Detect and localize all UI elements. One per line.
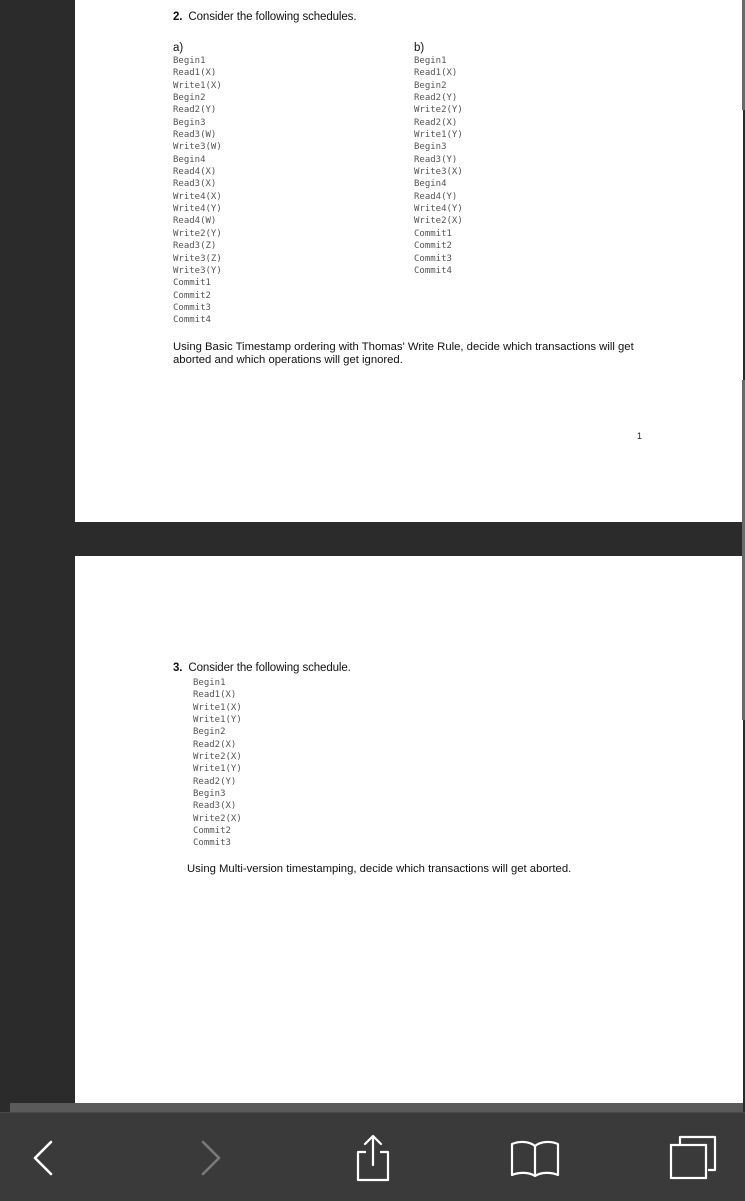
- horizontal-scroll-bar[interactable]: [10, 1103, 743, 1112]
- schedule-b-op: Begin3: [414, 142, 447, 153]
- tabs-icon: [668, 1135, 718, 1181]
- schedule-b-op: Write3(X): [414, 167, 463, 178]
- question-3-op: Begin2: [193, 727, 226, 738]
- question-3-prompt: Consider the following schedule.: [188, 662, 351, 674]
- schedule-a-op: Begin3: [173, 117, 206, 128]
- question-3-instruction: Using Multi-version timestamping, decide which transactions will get aborted.: [187, 863, 572, 875]
- schedule-a-op: Write4(X): [173, 191, 222, 202]
- schedule-a-operations: [173, 55, 222, 327]
- schedule-a-op: Commit2: [173, 290, 211, 301]
- schedule-b-op: Write4(Y): [414, 204, 463, 215]
- forward-button[interactable]: [183, 1133, 239, 1183]
- schedule-a-op: Write3(Y): [173, 265, 222, 276]
- schedule-b-operations: [414, 55, 463, 277]
- schedule-b-op: Commit1: [414, 228, 452, 239]
- schedule-b-op: Begin1: [414, 56, 447, 66]
- schedule-b-op: Read3(Y): [414, 154, 458, 165]
- share-icon: [353, 1134, 393, 1182]
- schedule-b-label: b): [414, 42, 425, 54]
- browser-toolbar: [0, 1112, 745, 1201]
- page-number: 1: [637, 431, 643, 441]
- schedule-a-op: Commit1: [173, 278, 211, 289]
- schedule-a-op: Read1(X): [173, 68, 217, 79]
- schedule-a-op: Write2(Y): [173, 228, 222, 239]
- question-3-op: Read1(X): [193, 690, 237, 701]
- schedule-b-op: Begin2: [414, 80, 447, 91]
- chevron-right-icon: [199, 1140, 223, 1176]
- schedule-b-op: Read1(X): [414, 68, 458, 79]
- question-3-number: 3.: [173, 662, 183, 674]
- question-3-op: Begin3: [193, 789, 226, 800]
- schedule-a-op: Write3(Z): [173, 253, 222, 264]
- question-2-number: 2.: [173, 11, 183, 23]
- schedule-a-op: Read4(W): [173, 216, 217, 227]
- schedule-b-op: Write2(Y): [414, 105, 463, 116]
- schedule-b-op: Read4(Y): [414, 191, 458, 202]
- document-page-2: [75, 556, 743, 1103]
- question-3-op: Commit2: [193, 826, 231, 837]
- share-button[interactable]: [345, 1133, 401, 1183]
- back-button[interactable]: [15, 1133, 71, 1183]
- schedule-b-op: Commit2: [414, 241, 452, 252]
- question-3-title: [173, 662, 351, 674]
- schedule-a-op: Read3(X): [173, 179, 217, 190]
- question-3-op: Read2(X): [193, 739, 237, 750]
- chevron-left-icon: [31, 1140, 55, 1176]
- schedule-a-op: Begin2: [173, 93, 206, 104]
- schedule-a-op: Read4(X): [173, 167, 217, 178]
- schedule-a-op: Write4(Y): [173, 204, 222, 215]
- question-2-title: [173, 11, 356, 23]
- question-3-operations: [193, 677, 242, 850]
- schedule-b-op: Begin4: [414, 179, 447, 190]
- question-3-op: Write1(Y): [193, 764, 242, 775]
- schedule-a-op: Write3(W): [173, 142, 222, 153]
- question-3-op: Write2(X): [193, 813, 242, 824]
- schedule-b-op: Commit3: [414, 253, 452, 264]
- schedule-b-op: Commit4: [414, 265, 452, 276]
- schedule-a-op: Write1(X): [173, 80, 222, 91]
- question-3-op: Write1(Y): [193, 715, 242, 726]
- question-3-op: Write2(X): [193, 752, 242, 763]
- schedule-b-op: Write2(X): [414, 216, 463, 227]
- schedule-a-op: Read2(Y): [173, 105, 217, 116]
- schedule-a-label: a): [173, 42, 184, 54]
- schedule-a-op: Read3(W): [173, 130, 217, 141]
- schedule-a-op: Read3(Z): [173, 241, 217, 252]
- question-3-op: Read3(X): [193, 801, 237, 812]
- question-3-op: Read2(Y): [193, 776, 237, 787]
- book-icon: [509, 1138, 561, 1178]
- bookmarks-button[interactable]: [507, 1133, 563, 1183]
- question-2-prompt: Consider the following schedules.: [188, 11, 357, 23]
- question-3-op: Commit3: [193, 838, 231, 849]
- schedule-b-op: Write1(Y): [414, 130, 463, 141]
- schedule-a-op: Begin1: [173, 56, 206, 66]
- schedule-a-op: Begin4: [173, 154, 206, 165]
- question-3-op: Write1(X): [193, 702, 242, 713]
- question-3-op: Begin1: [193, 678, 226, 688]
- document-page-1: [75, 0, 743, 522]
- schedule-a-op: Commit3: [173, 302, 211, 313]
- tabs-button[interactable]: [665, 1133, 721, 1183]
- schedule-b-op: Read2(Y): [414, 93, 458, 104]
- question-2-instruction: Using Basic Timestamp ordering with Thomas' Write Rule, decide which transactions will get aborted and which operations will get ignored.: [173, 341, 634, 366]
- schedule-b-op: Read2(X): [414, 117, 458, 128]
- schedule-a-op: Commit4: [173, 315, 211, 326]
